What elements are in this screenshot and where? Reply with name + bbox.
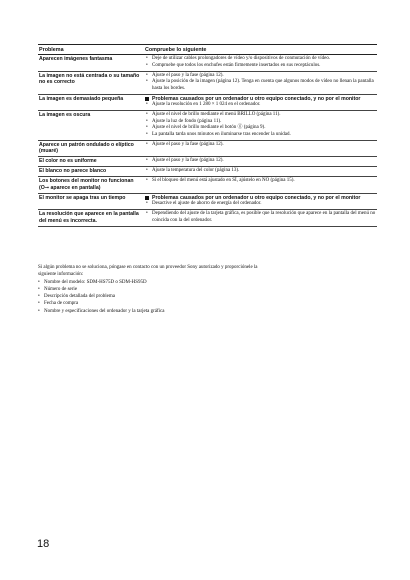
check-item: • Deje de utilizar cables prolongadores de vídeo y/o dispositivos de conmutación de vídeo.	[145, 56, 376, 63]
table-row	[38, 71, 377, 94]
check-list	[145, 168, 376, 175]
header-check: Compruebe lo siguiente	[144, 45, 377, 55]
support-intro: Si algún problema no se soluciona, póngase en contacto con un proveedor Sony autorizado y proporciónele la siguiente información:	[38, 265, 258, 278]
problem-cell: Aparecen imágenes fantasma	[38, 55, 144, 72]
checks-cell	[144, 94, 377, 111]
check-list	[145, 102, 376, 109]
table-row	[38, 167, 377, 177]
table-row	[38, 157, 377, 167]
problem-cell: El monitor se apaga tras un tiempo	[38, 193, 144, 210]
check-item: • Si el bloqueo del menú está ajustado en SÍ, ajústelo en NO (página 15).	[145, 178, 376, 185]
check-item: • Ajuste la posición de la imagen (página 12). Tenga en cuenta que algunos modos de vídeo no llenan la pantalla hasta los bordes.	[145, 79, 376, 92]
check-list	[145, 211, 376, 224]
check-item: • Ajuste la luz de fondo (página 11).	[145, 119, 376, 126]
problem-cell: Aparece un patrón ondulado o elíptico (muaré)	[38, 140, 144, 157]
checks-cell	[144, 193, 377, 210]
table-row	[38, 193, 377, 210]
header-problem: Problema	[38, 45, 144, 55]
check-list	[145, 56, 376, 69]
checks-cell	[144, 210, 377, 227]
check-item: • Dependiendo del ajuste de la tarjeta gráfica, es posible que la resolución que aparece en la pantalla del menú no coincida con la del ordenador.	[145, 211, 376, 224]
checks-cell	[144, 157, 377, 167]
square-bullet-icon	[145, 97, 149, 101]
checks-cell	[144, 111, 377, 141]
support-info-item: • Nombre del modelo: SDM-HS75D o SDM-HS95D	[38, 279, 268, 286]
page-number: 18	[37, 538, 50, 550]
table-row	[38, 55, 377, 72]
problem-cell: El blanco no parece blanco	[38, 167, 144, 177]
problem-cell: La imagen es oscura	[38, 111, 144, 141]
table-row	[38, 111, 377, 141]
check-list	[145, 158, 376, 165]
support-info-item: • Nombre y especificaciones del ordenador y la tarjeta gráfica	[38, 308, 268, 315]
checks-cell	[144, 167, 377, 177]
check-item: • Ajuste la resolución en 1 280 × 1 024 en el ordenador.	[145, 102, 376, 109]
check-list	[145, 201, 376, 208]
problem-cell: El color no es uniforme	[38, 157, 144, 167]
checks-cell	[144, 140, 377, 157]
problem-cell: Los botones del monitor no funcionan (O⊸ aparece en pantalla)	[38, 177, 144, 194]
square-bullet-icon	[145, 196, 149, 200]
support-info-item: • Número de serie	[38, 286, 268, 293]
support-info	[38, 264, 268, 315]
table-header-row	[38, 45, 377, 55]
problem-cell: La imagen es demasiado pequeña	[38, 94, 144, 111]
table-row	[38, 94, 377, 111]
checks-cell	[144, 55, 377, 72]
check-item: • Ajuste el paso y la fase (página 12).	[145, 73, 376, 80]
table-row	[38, 140, 377, 157]
support-info-item: • Fecha de compra	[38, 300, 268, 307]
troubleshooting-table	[38, 44, 377, 227]
table-body	[38, 55, 377, 227]
table-row	[38, 177, 377, 194]
table-row	[38, 210, 377, 227]
check-item: • Ajuste el paso y la fase (página 12).	[145, 158, 376, 165]
section-heading-text: Problemas causados por un ordenador u otro equipo conectado, y no por el monitor	[152, 194, 361, 201]
section-heading-text: Problemas causados por un ordenador u otro equipo conectado, y no por el monitor	[152, 95, 361, 102]
problem-cell: La resolución que aparece en la pantalla del menú es incorrecta.	[38, 210, 144, 227]
check-list	[145, 178, 376, 185]
support-info-list	[38, 279, 268, 315]
checks-cell	[144, 71, 377, 94]
checks-cell	[144, 177, 377, 194]
check-item: • Desactive el ajuste de ahorro de energía del ordenador.	[145, 201, 376, 208]
check-list	[145, 142, 376, 149]
check-list	[145, 73, 376, 93]
support-info-item: • Descripción detallada del problema	[38, 293, 268, 300]
problem-cell: La imagen no está centrada o su tamaño no es correcto	[38, 71, 144, 94]
check-list	[145, 112, 376, 138]
check-item: • Ajuste el paso y la fase (página 12).	[145, 142, 376, 149]
check-item: • Ajuste el nivel de brillo mediante el menú BRILLO (página 11).	[145, 112, 376, 119]
check-item: • La pantalla tarda unos minutos en iluminarse tras encender la unidad.	[145, 132, 376, 139]
check-item: • Ajuste el nivel de brillo mediante el botón ⓖ (página 9).	[145, 125, 376, 132]
check-item: • Compruebe que todos los enchufes están firmemente insertados en sus receptáculos.	[145, 63, 376, 70]
check-item: • Ajuste la temperatura del color (página 13).	[145, 168, 376, 175]
